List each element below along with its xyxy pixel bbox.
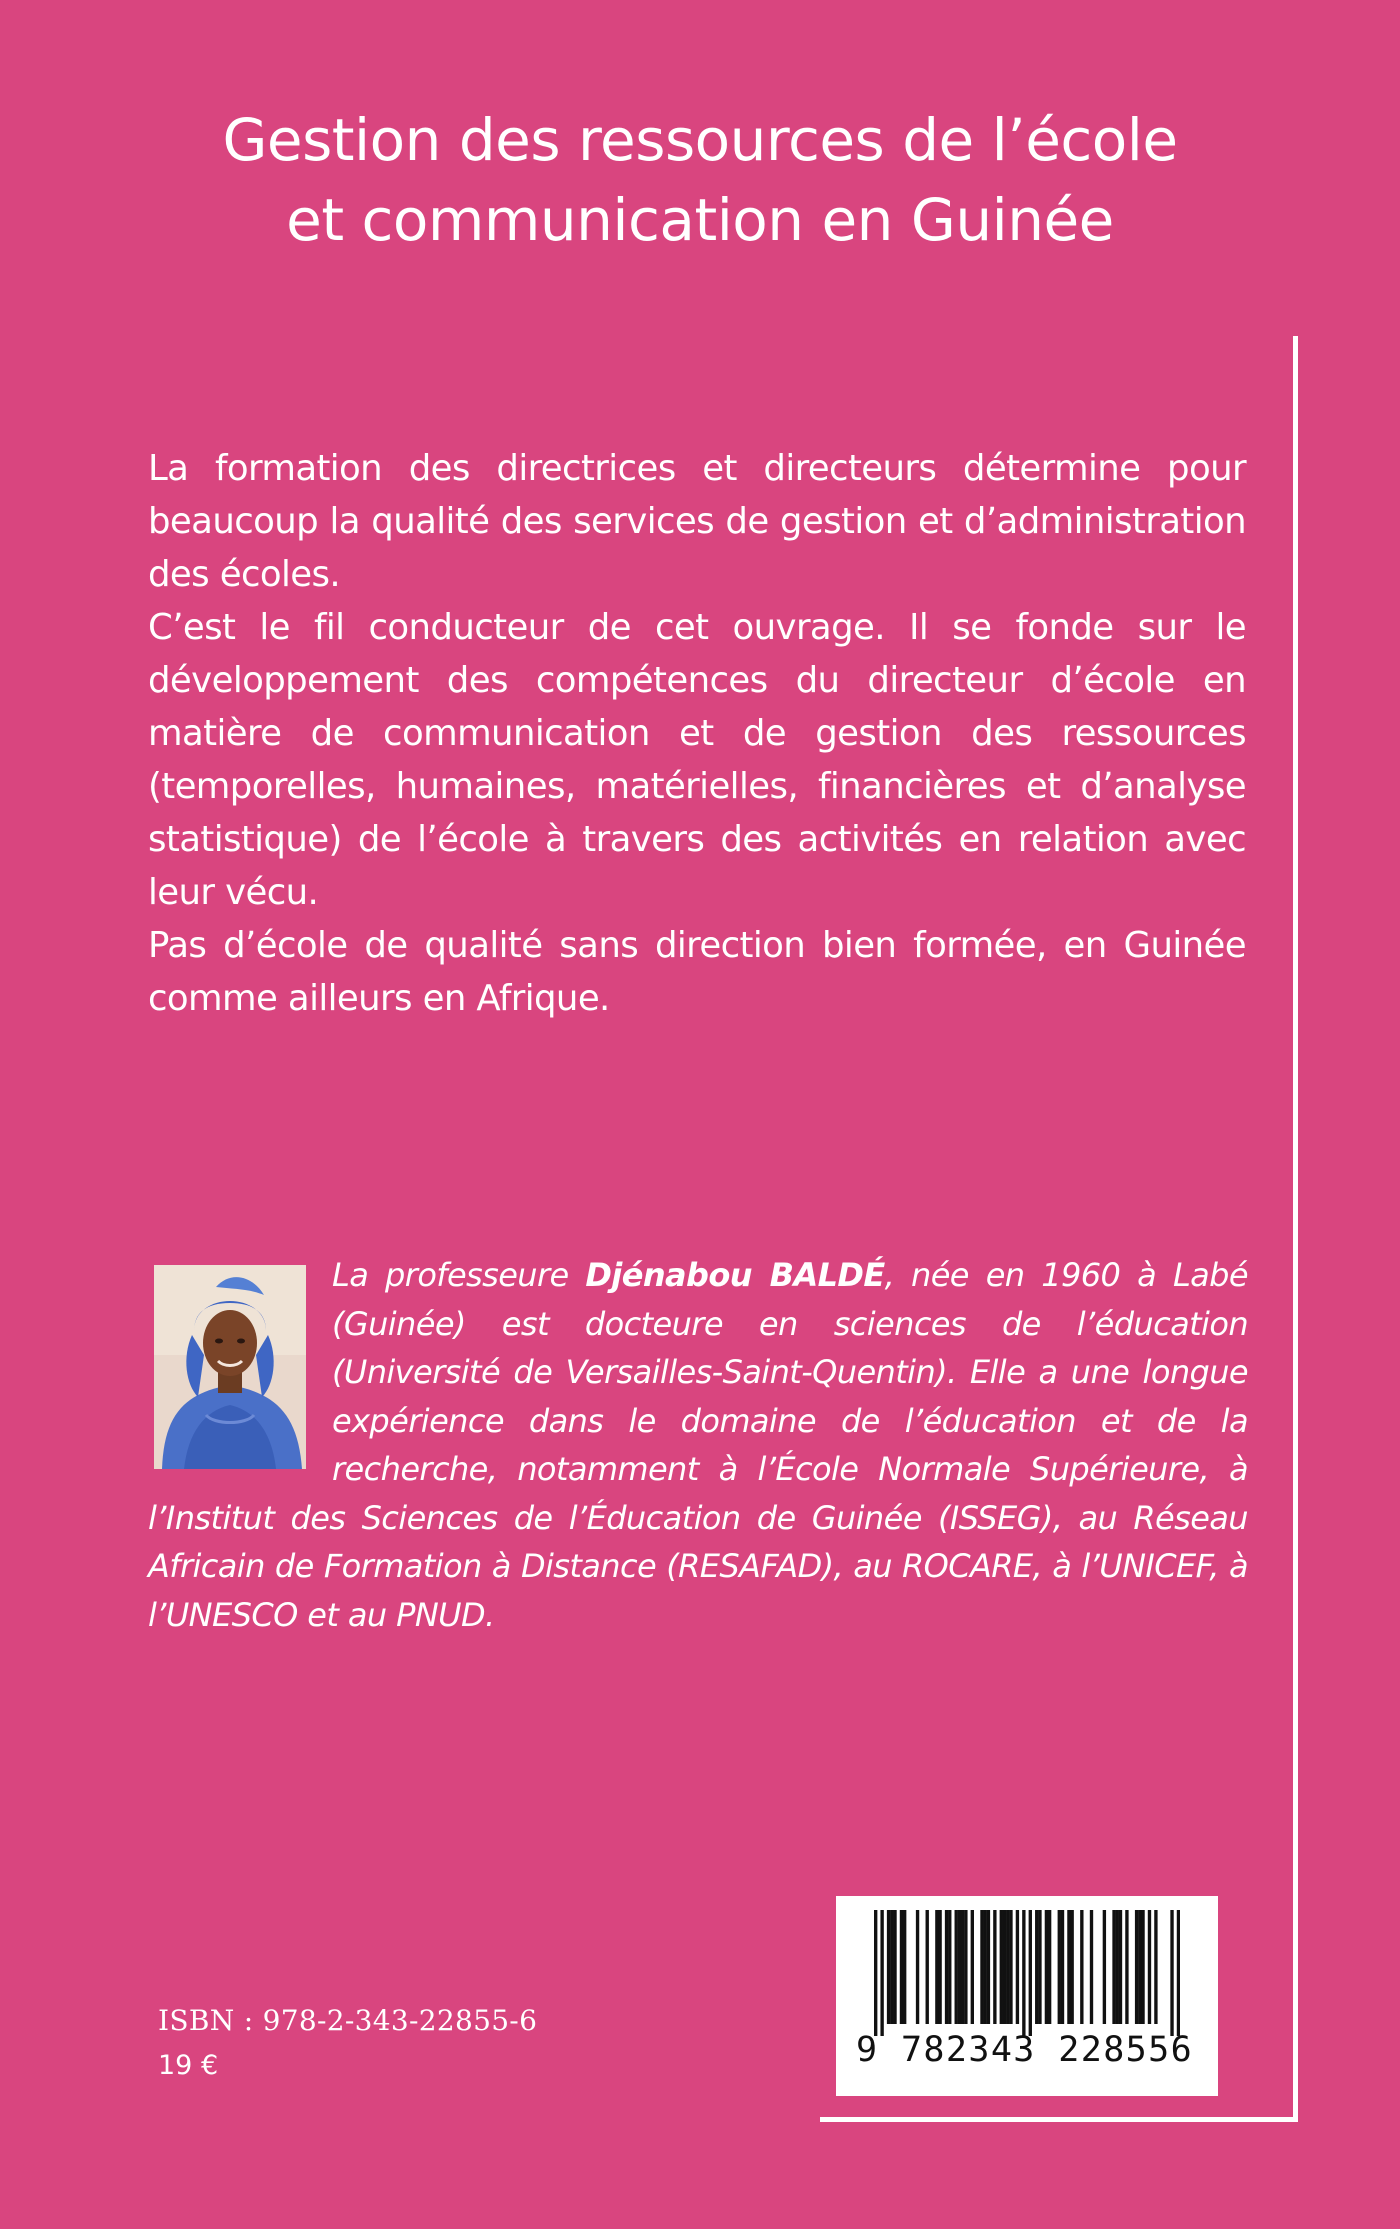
barcode-bar — [1003, 1910, 1006, 2024]
barcode-bar — [916, 1910, 919, 2024]
title-line-1: Gestion des ressources de l’école — [222, 106, 1178, 174]
barcode-bar — [958, 1910, 961, 2024]
barcode-bar — [1048, 1910, 1051, 2024]
barcode-bar — [1035, 1910, 1038, 2024]
barcode-bar — [1016, 1910, 1019, 2024]
barcode-bar — [1148, 1910, 1151, 2024]
barcode-bar — [1116, 1910, 1119, 2024]
barcode-bar — [880, 1910, 883, 2036]
barcode-bar — [1070, 1910, 1073, 2024]
barcode-bar — [1177, 1910, 1180, 2036]
barcode-bar — [926, 1910, 929, 2024]
barcode-bar — [1061, 1910, 1064, 2024]
barcode-bar — [945, 1910, 948, 2024]
bio-text: , née en 1960 à Labé (Guinée) est docteure en sciences de l’éducation (Université de Versailles-Saint-Quentin). Elle a une longue expérience dans le domaine de l’éducation et de la recherche, notamment à l’École Normale Supérieure, à l’Institut des Sciences de l’Éducation de Guinée (ISSEG), au Réseau Africain de Formation à Distance (RESAFAD), au ROCARE, à l’UNICEF, à l’UNESCO et au PNUD. — [148, 1256, 1248, 1634]
barcode-bar — [1090, 1910, 1093, 2024]
blurb-paragraph-2: C’est le fil conducteur de cet ouvrage. Il se fonde sur le développement des compétences du directeur d’école en matière de communication et de gestion des ressources (temporelles, humaines, matérielles, financières et d’analyse statistique) de l’école à travers des activités en relation avec leur vécu. — [148, 607, 1246, 913]
barcode-bar — [1138, 1910, 1141, 2024]
author-name: Djénabou BALDÉ — [585, 1256, 885, 1294]
barcode-bar — [935, 1910, 938, 2024]
barcode-bar — [1009, 1910, 1012, 2024]
barcode — [836, 1896, 1218, 2096]
barcode-bar — [955, 1910, 958, 2024]
barcode-bar — [1029, 1910, 1032, 2036]
author-photo — [154, 1265, 306, 1469]
book-title — [0, 100, 1400, 260]
frame-bottom-border — [820, 2117, 1298, 2122]
isbn: ISBN : 978-2-343-22855-6 — [158, 2004, 538, 2037]
barcode-bar — [1112, 1910, 1115, 2024]
back-cover-blurb — [148, 442, 1246, 1025]
barcode-bar — [1080, 1910, 1083, 2024]
barcode-bar — [1170, 1910, 1173, 2036]
barcode-bar — [1067, 1910, 1070, 2024]
barcode-bar — [1103, 1910, 1106, 2024]
barcode-bar — [1038, 1910, 1041, 2024]
barcode-bar — [971, 1910, 974, 2024]
bio-intro: La professeure — [332, 1256, 586, 1294]
barcode-bar — [1135, 1910, 1138, 2024]
barcode-bar — [980, 1910, 983, 2024]
barcode-bar — [1022, 1910, 1025, 2036]
barcode-bar — [948, 1910, 951, 2024]
barcode-bars — [874, 1910, 1180, 2036]
barcode-bar — [1058, 1910, 1061, 2024]
barcode-bar — [987, 1910, 990, 2024]
barcode-bar — [1141, 1910, 1144, 2024]
price: 19 € — [158, 2050, 219, 2081]
barcode-bar — [887, 1910, 890, 2024]
blurb-paragraph-1: La formation des directrices et directeurs détermine pour beaucoup la qualité des services de gestion et d’administration des écoles. — [148, 448, 1246, 595]
barcode-bar — [890, 1910, 893, 2024]
barcode-bar — [1000, 1910, 1003, 2024]
barcode-bar — [993, 1910, 996, 2024]
barcode-bar — [961, 1910, 964, 2024]
barcode-bar — [893, 1910, 896, 2024]
barcode-bar — [1045, 1910, 1048, 2024]
barcode-bar — [1006, 1910, 1009, 2024]
blurb-paragraph-3: Pas d’école de qualité sans direction bien formée, en Guinée comme ailleurs en Afrique. — [148, 925, 1246, 1019]
barcode-bar — [903, 1910, 906, 2024]
barcode-bar — [964, 1910, 967, 2024]
barcode-digits: 9 782343 228556 — [856, 2030, 1194, 2070]
barcode-bar — [938, 1910, 941, 2024]
author-bio — [148, 1251, 1248, 1639]
barcode-bar — [1125, 1910, 1128, 2024]
title-line-2: et communication en Guinée — [286, 186, 1114, 254]
barcode-bar — [1119, 1910, 1122, 2024]
frame-right-border — [1293, 336, 1298, 2122]
barcode-bar — [874, 1910, 877, 2036]
barcode-bar — [1154, 1910, 1157, 2024]
barcode-bar — [984, 1910, 987, 2024]
barcode-bar — [900, 1910, 903, 2024]
